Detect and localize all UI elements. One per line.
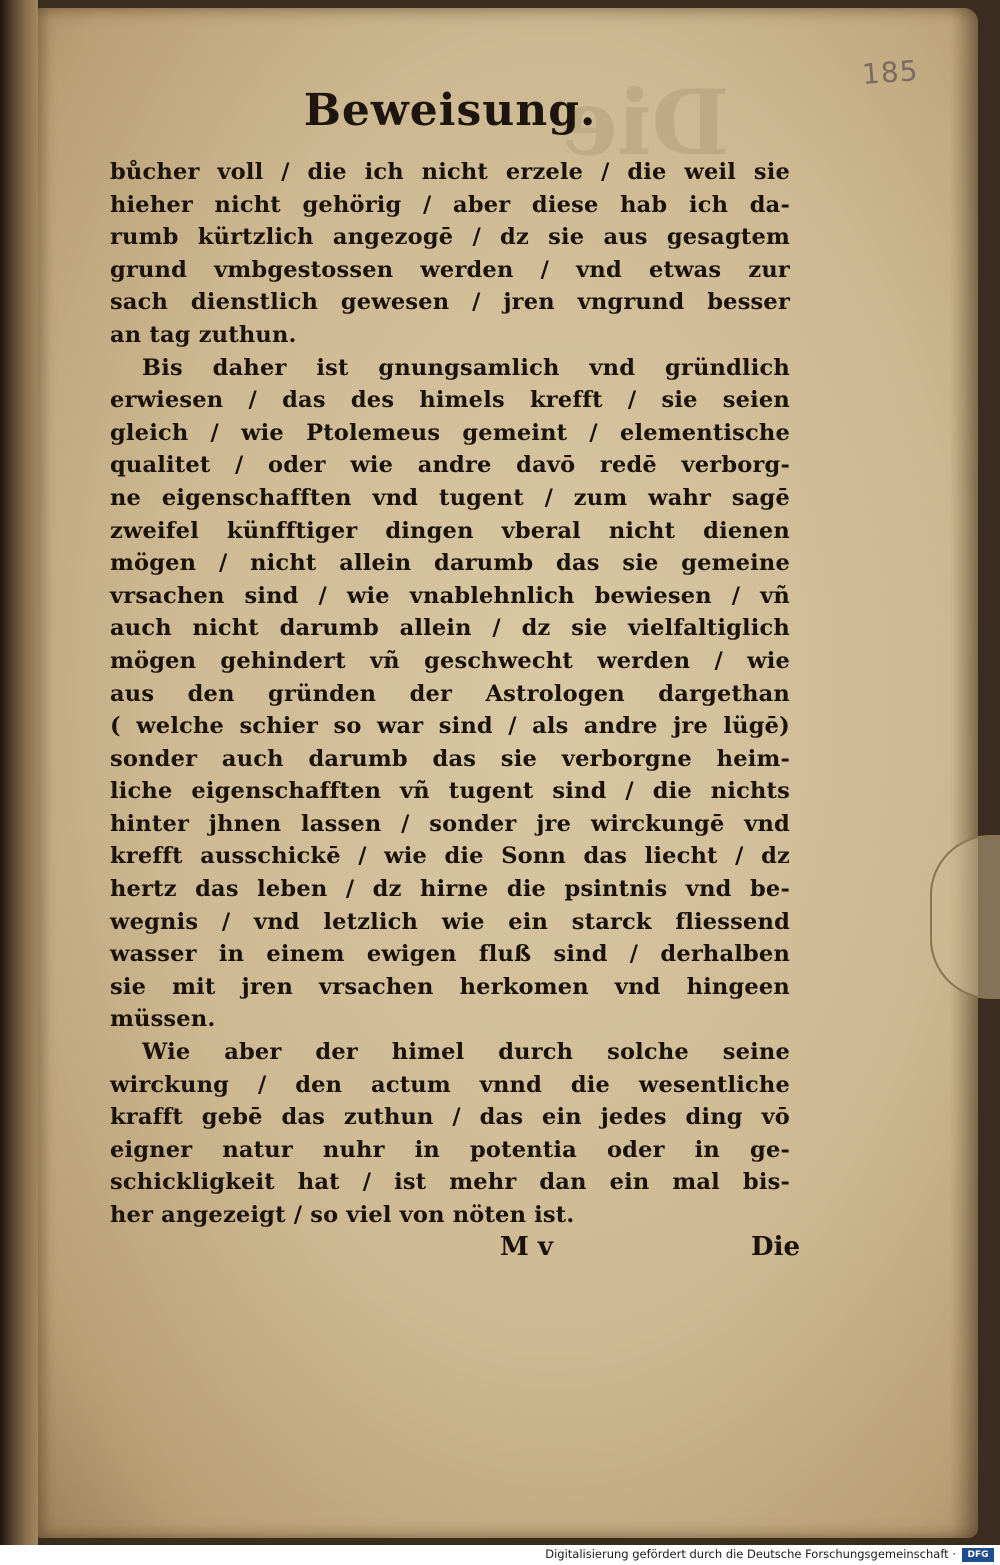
text-line: mögen / nicht allein darumb das sie gemeine [110,550,790,577]
text-line: hieher nicht gehörig / aber diese hab ich da- [110,191,790,218]
text-line: eigner natur nuhr in potentia oder in ge- [110,1136,790,1163]
text-line: wegnis / vnd letzlich wie ein starck fliessend [110,908,790,935]
text-line: auch nicht darumb allein / dz sie vielfaltiglich [110,615,790,642]
text-line: qualitet / oder wie andre davō redē verborg- [110,452,790,479]
text-line: Wie aber der himel durch solche seine [142,1039,790,1066]
text-line: krafft gebē das zuthun / das ein jedes ding vō [110,1104,790,1131]
text-line: sach dienstlich gewesen / jren vngrund besser [110,289,790,316]
credit-text: Digitalisierung gefördert durch die Deutsche Forschungsgemeinschaft · [545,1547,956,1561]
page-footer [110,1232,800,1272]
text-line: her angezeigt / so viel von nöten ist. [110,1202,575,1228]
text-line: müssen. [110,1006,216,1033]
text-line: krefft ausschickē / wie die Sonn das liecht / dz [110,843,790,870]
dfg-logo: DFG [962,1548,994,1562]
text-line: zweifel künfftiger dingen vberal nicht dienen [110,517,790,544]
text-line: ( welche schier so war sind / als andre jre lügē) [110,713,790,740]
text-line: erwiesen / das des himels krefft / sie seien [110,387,790,414]
body-text [110,156,790,1232]
show-through-text: Die [560,70,730,176]
text-line: mögen gehindert vñ geschwecht werden / wie [110,647,790,674]
folio-number: 185 [860,54,920,91]
text-line: wasser in einem ewigen fluß sind / derhalben [110,941,790,968]
text-line: rumb kürtzlich angezogē / dz sie aus gesagtem [110,224,790,251]
text-line: schickligkeit hat / ist mehr dan ein mal bis- [110,1169,790,1196]
text-line: sonder auch darumb das sie verborgne heim- [110,745,790,772]
text-line: sie mit jren vrsachen herkomen vnd hingeen [110,973,790,1000]
text-line: vrsachen sind / wie vnablehnlich bewiesen / vñ [110,582,790,609]
text-line: hertz das leben / dz hirne die psintnis vnd be- [110,876,790,903]
text-line: hinter jhnen lassen / sonder jre wirckungē vnd [110,810,790,837]
running-header: Beweisung. [303,85,597,136]
text-line: grund vmbgestossen werden / vnd etwas zur [110,256,790,283]
text-line: Bis daher ist gnungsamlich vnd gründlich [142,354,790,381]
digitization-credit-bar [0,1545,1000,1565]
text-line: an tag zuthun. [110,321,297,348]
text-line: ne eigenschafften vnd tugent / zum wahr sagē [110,484,790,511]
text-line: bůcher voll / die ich nicht erzele / die weil sie [110,159,790,185]
text-line: gleich / wie Ptolemeus gemeint / elementische [110,419,790,446]
previous-page-edge [0,0,38,1545]
catchword: Die [751,1232,800,1262]
text-line: wirckung / den actum vnnd die wesentliche [110,1071,790,1098]
text-line: aus den gründen der Astrologen dargethan [110,680,790,707]
page-fold-shadow [950,8,978,1538]
signature-mark: M v [500,1232,553,1262]
text-line: liche eigenschafften vñ tugent sind / die nichts [110,778,790,805]
